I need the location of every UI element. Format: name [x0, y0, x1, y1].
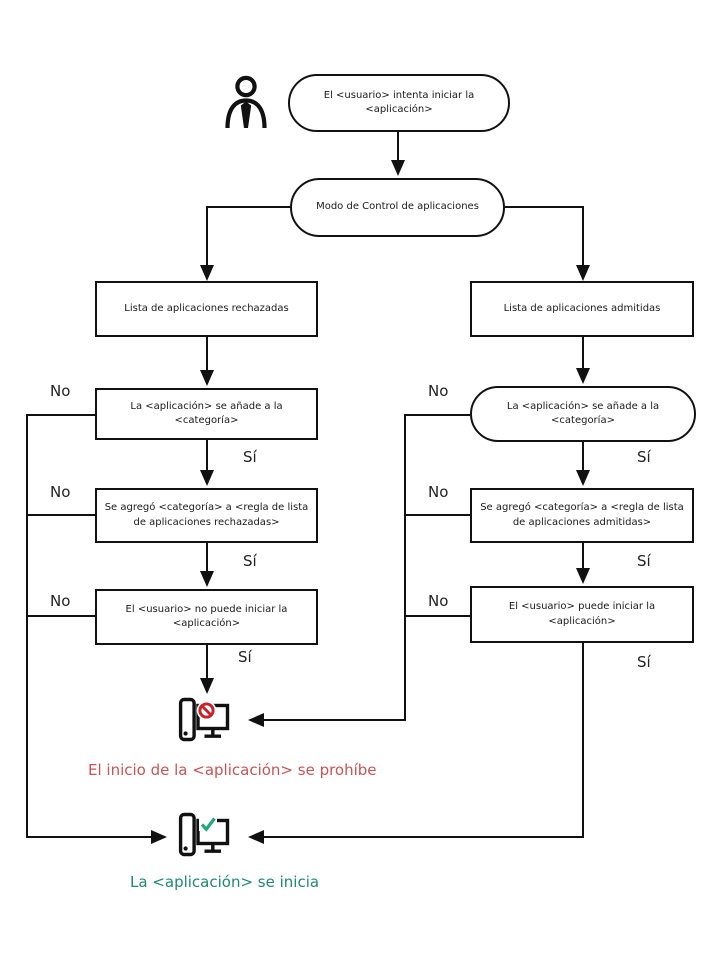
node-allowlist: Lista de aplicaciones admitidas: [470, 281, 694, 337]
label-no-left-3: No: [50, 592, 71, 610]
node-denylist: Lista de aplicaciones rechazadas: [95, 281, 318, 337]
outcome-denied-text: El inicio de la <aplicación> se prohíbe: [88, 761, 377, 779]
label-no-right-3: No: [428, 592, 449, 610]
label-yes-left-2: Sí: [243, 552, 257, 570]
label-yes-right-2: Sí: [637, 552, 651, 570]
node-allow-result: El <usuario> puede iniciar la <aplicación>: [470, 586, 694, 643]
node-start: El <usuario> intenta iniciar la <aplicación>: [288, 74, 510, 132]
label-no-left-1: No: [50, 382, 71, 400]
node-deny-result: El <usuario> no puede iniciar la <aplicación>: [95, 589, 318, 645]
label-yes-right-1: Sí: [637, 448, 651, 466]
label-no-left-2: No: [50, 483, 71, 501]
outcome-allowed-text: La <aplicación> se inicia: [130, 873, 320, 891]
label-yes-right-3: Sí: [637, 653, 651, 671]
label-no-right-2: No: [428, 483, 449, 501]
node-deny-category: La <aplicación> se añade a la <categoría>: [95, 388, 318, 440]
node-deny-rule: Se agregó <categoría> a <regla de lista de aplicaciones rechazadas>: [95, 488, 318, 543]
node-mode: Modo de Control de aplicaciones: [290, 178, 505, 237]
label-yes-left-3: Sí: [238, 648, 252, 666]
computer-blocked-icon: [178, 696, 230, 746]
node-allow-rule: Se agregó <categoría> a <regla de lista de aplicaciones admitidas>: [470, 488, 694, 543]
computer-started-icon: [178, 811, 230, 861]
person-icon: [224, 75, 268, 129]
node-allow-category: La <aplicación> se añade a la <categoría>: [470, 386, 696, 442]
label-yes-left-1: Sí: [243, 448, 257, 466]
label-no-right-1: No: [428, 382, 449, 400]
